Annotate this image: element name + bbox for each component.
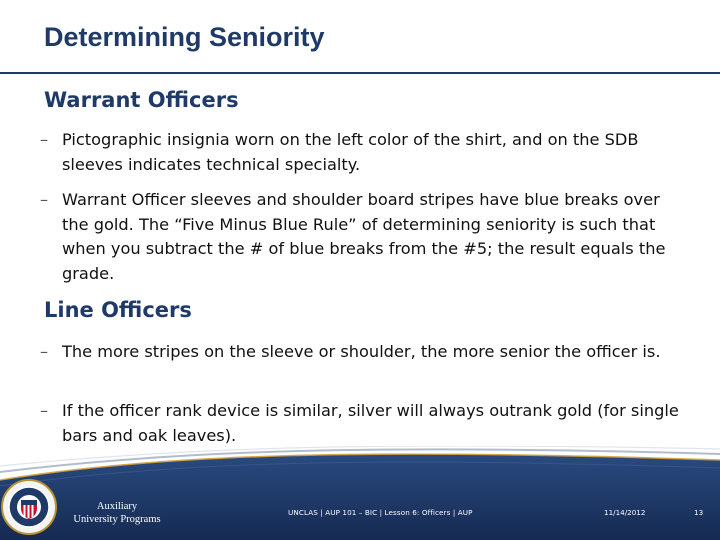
bullet-dash: – — [40, 190, 49, 209]
footer-program-name — [62, 500, 172, 526]
bullet-dash: – — [40, 401, 49, 420]
footer-classification: UNCLAS | AUP 101 – BIC | Lesson 6: Officers | AUP — [288, 508, 473, 517]
bullet-item — [40, 340, 690, 365]
bullet-text: The more stripes on the sleeve or shoulder, the more senior the officer is. — [62, 342, 661, 361]
bullet-text: Warrant Officer sleeves and shoulder board stripes have blue breaks over the gold. The “Five Minus Blue Rule” of determining seniority is such that when you subtract the # of blue breaks from the #5; the result equals the grade. — [62, 190, 666, 283]
bullet-item — [40, 128, 690, 177]
page-number: 13 — [694, 508, 704, 517]
bullet-dash: – — [40, 342, 49, 361]
footer-program-line2: University Programs — [73, 514, 161, 525]
bullet-text: Pictographic insignia worn on the left color of the shirt, and on the SDB sleeves indicates technical specialty. — [62, 130, 639, 174]
bullet-item — [40, 188, 690, 286]
footer-date: 11/14/2012 — [604, 508, 646, 517]
title-divider — [0, 72, 720, 74]
bullet-text: If the officer rank device is similar, silver will always outrank gold (for single bars and oak leaves). — [62, 401, 679, 445]
bullet-item — [40, 399, 690, 448]
section-heading-line-officers: Line Officers — [44, 298, 192, 322]
slide-title: Determining Seniority — [44, 22, 325, 52]
footer-program-line1: Auxiliary — [96, 501, 138, 512]
section-heading-warrant-officers: Warrant Officers — [44, 88, 239, 112]
auxiliary-seal-logo — [0, 478, 58, 536]
bullet-dash: – — [40, 130, 49, 149]
